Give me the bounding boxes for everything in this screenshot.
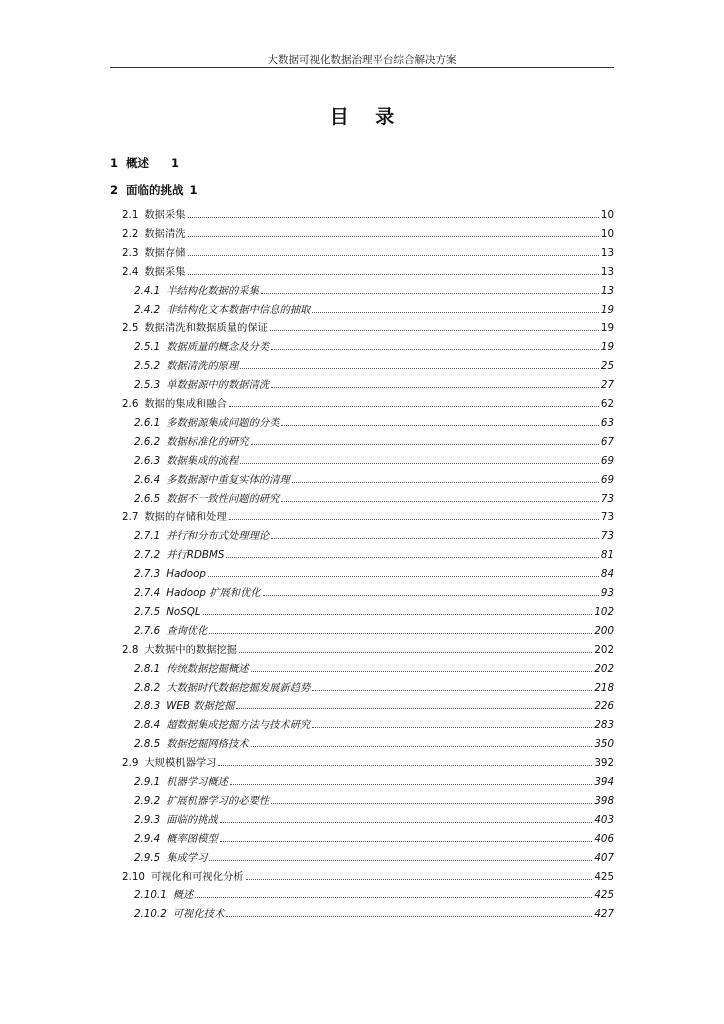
toc-number: 2.9.4 — [134, 832, 161, 845]
dot-leader — [270, 329, 599, 331]
toc-page-number: 427 — [594, 908, 614, 921]
dot-leader — [251, 745, 593, 747]
toc-label: 多数据源集成问题的分类 — [166, 416, 280, 429]
toc-page-number: 63 — [600, 416, 614, 429]
dot-leader — [271, 802, 592, 804]
dot-leader — [220, 840, 593, 842]
toc-number: 2.3 — [122, 246, 139, 259]
dot-leader — [208, 575, 599, 577]
toc-number: 2.6.2 — [134, 435, 161, 448]
toc-entry[interactable] — [122, 507, 614, 523]
dot-leader — [281, 500, 598, 502]
toc-entry[interactable] — [122, 640, 614, 656]
toc-number: 2.6.3 — [134, 454, 161, 467]
toc-number: 2.5.2 — [134, 360, 161, 373]
toc-number: 2.6.4 — [134, 473, 161, 486]
toc-subentry[interactable] — [134, 413, 614, 429]
toc-entry[interactable] — [122, 205, 614, 221]
dot-leader — [240, 367, 599, 369]
toc-subentry[interactable] — [134, 602, 614, 618]
toc-subentry[interactable] — [134, 734, 614, 750]
running-header: 大数据可视化数据治理平台综合解决方案 — [267, 54, 457, 66]
dot-leader — [188, 273, 599, 275]
toc-entry[interactable] — [122, 262, 614, 278]
toc-number: 2.10 — [122, 870, 145, 883]
toc-number: 2.10.2 — [134, 908, 167, 921]
toc-label: 数据集成的流程 — [166, 454, 239, 467]
toc-label: 超数据集成挖掘方法与技术研究 — [166, 719, 311, 732]
chapter-page: 1 — [171, 156, 180, 170]
toc-number: 2.9.2 — [134, 794, 161, 807]
toc-label: 并行RDBMS — [166, 549, 225, 562]
toc-page-number: 392 — [594, 757, 614, 770]
chapter-page: 1 — [189, 183, 198, 197]
dot-leader — [229, 405, 599, 407]
toc-page-number: 13 — [600, 246, 614, 259]
toc-number: 2.8 — [122, 643, 139, 656]
dot-leader — [281, 424, 598, 426]
toc-number: 2.8.2 — [134, 681, 161, 694]
toc-chapter-2[interactable] — [110, 182, 198, 198]
toc-number: 2.7.5 — [134, 605, 161, 618]
toc-entry[interactable] — [122, 243, 614, 259]
toc-page-number: 69 — [600, 454, 614, 467]
toc-number: 2.4.2 — [134, 303, 161, 316]
toc-label: 并行和分布式处理理论 — [166, 530, 270, 543]
toc-label: 单数据源中的数据清洗 — [166, 379, 270, 392]
toc-label: 大数据中的数据挖掘 — [144, 643, 238, 656]
toc-page-number: 425 — [594, 870, 614, 883]
toc-label: 大规模机器学习 — [144, 757, 217, 770]
toc-label: 数据清洗 — [144, 227, 186, 240]
dot-leader — [263, 594, 599, 596]
dot-leader — [209, 632, 592, 634]
dot-leader — [312, 726, 592, 728]
toc-page-number: 202 — [594, 643, 614, 656]
toc-page-number: 19 — [600, 341, 614, 354]
toc-page-number: 27 — [600, 379, 614, 392]
header-divider — [110, 67, 614, 68]
chapter-title: 面临的挑战 — [126, 183, 184, 197]
toc-entry[interactable] — [122, 224, 614, 240]
toc-entry[interactable] — [122, 318, 614, 334]
dot-leader — [239, 651, 592, 653]
toc-label: 数据清洗的原理 — [166, 360, 239, 373]
toc-subentry[interactable] — [134, 678, 614, 694]
toc-page-number: 350 — [594, 738, 614, 751]
dot-leader — [251, 670, 593, 672]
toc-entry[interactable] — [122, 867, 614, 883]
toc-page-number: 202 — [594, 662, 614, 675]
toc-number: 2.1 — [122, 209, 139, 221]
dot-leader — [236, 707, 592, 709]
toc-subentry[interactable] — [134, 696, 614, 712]
toc-page-number: 403 — [594, 813, 614, 826]
toc-subentry[interactable] — [134, 526, 614, 542]
toc-label: 面临的挑战 — [166, 813, 218, 826]
toc-number: 2.9.3 — [134, 813, 161, 826]
dot-leader — [292, 481, 599, 483]
toc-page-number: 62 — [600, 398, 614, 410]
toc-subentry[interactable] — [134, 885, 614, 901]
dot-leader — [229, 518, 599, 520]
toc-number: 2.4 — [122, 265, 139, 278]
toc-label: 数据的存储和处理 — [144, 511, 227, 524]
toc-page-number: 84 — [600, 568, 614, 581]
toc-page-number: 226 — [594, 700, 614, 713]
toc-label: Hadoop 扩展和优化 — [166, 587, 261, 599]
toc-label: 扩展机器学习的必要性 — [166, 794, 270, 807]
toc-page-number: 19 — [600, 303, 614, 316]
toc-label: 数据标准化的研究 — [166, 435, 249, 448]
toc-label: NoSQL — [166, 605, 201, 618]
toc-label: 数据挖掘网格技术 — [166, 738, 249, 751]
toc-chapter-1[interactable] — [110, 155, 179, 171]
toc-subentry[interactable] — [134, 337, 614, 353]
toc-page-number: 73 — [600, 492, 614, 505]
toc-label: 大数据时代数据挖掘发展新趋势 — [166, 681, 311, 694]
dot-leader — [246, 878, 593, 880]
toc-label: 集成学习 — [166, 851, 208, 864]
toc-label: 数据清洗和数据质量的保证 — [144, 322, 268, 335]
dot-leader — [209, 859, 592, 861]
toc-label: 数据采集 — [144, 209, 186, 221]
toc-label: 半结构化数据的采集 — [166, 284, 259, 297]
dot-leader — [188, 216, 599, 218]
toc-label: 数据采集 — [144, 265, 186, 278]
toc-number: 2.4.1 — [134, 284, 161, 297]
toc-label: Hadoop — [166, 568, 206, 581]
toc-page-number: 13 — [600, 284, 614, 297]
toc-number: 2.7.6 — [134, 624, 161, 637]
toc-label: 传统数据挖掘概述 — [166, 662, 249, 675]
toc-page-number: 13 — [600, 265, 614, 278]
toc-page-number: 425 — [594, 889, 614, 902]
dot-leader — [188, 235, 599, 237]
toc-page-number: 10 — [600, 209, 614, 221]
toc-title: 目 录 — [329, 106, 405, 128]
chapter-number: 2 — [110, 183, 119, 197]
toc-number: 2.8.4 — [134, 719, 161, 732]
dot-leader — [226, 915, 592, 917]
toc-entry[interactable] — [122, 394, 614, 410]
toc-number: 2.8.1 — [134, 662, 161, 675]
toc-label: 数据不一致性问题的研究 — [166, 492, 280, 505]
dot-leader — [230, 783, 592, 785]
dot-leader — [271, 386, 599, 388]
toc-number: 2.7 — [122, 511, 139, 524]
toc-page-number: 102 — [594, 605, 614, 618]
dot-leader — [226, 556, 599, 558]
toc-page-number: 10 — [600, 227, 614, 240]
toc-label: 概率图模型 — [166, 832, 218, 845]
toc-number: 2.10.1 — [134, 889, 167, 902]
dot-leader — [261, 292, 599, 294]
toc-subentry[interactable] — [134, 281, 614, 297]
toc-number: 2.7.1 — [134, 530, 161, 543]
toc-entry[interactable] — [122, 753, 614, 769]
dot-leader — [220, 821, 593, 823]
toc-page-number: 73 — [600, 530, 614, 543]
toc-label: 可视化技术 — [172, 908, 225, 921]
toc-subentry[interactable] — [134, 300, 614, 316]
toc-label: 可视化和可视化分析 — [150, 870, 244, 883]
toc-subentry[interactable] — [134, 545, 614, 561]
toc-subentry[interactable] — [134, 621, 614, 637]
toc-page-number: 93 — [600, 587, 614, 599]
toc-label: 多数据源中重复实体的清理 — [166, 473, 290, 486]
toc-number: 2.7.2 — [134, 549, 161, 562]
dot-leader — [312, 689, 592, 691]
chapter-number: 1 — [110, 156, 119, 170]
toc-page-number: 69 — [600, 473, 614, 486]
toc-number: 2.9.5 — [134, 851, 161, 864]
dot-leader — [312, 311, 599, 313]
toc-subentry[interactable] — [134, 356, 614, 372]
toc-page-number: 218 — [594, 681, 614, 694]
toc-subentry[interactable] — [134, 470, 614, 486]
toc-subentry[interactable] — [134, 564, 614, 580]
toc-subentry[interactable] — [134, 451, 614, 467]
toc-number: 2.2 — [122, 227, 139, 240]
toc-number: 2.7.3 — [134, 568, 161, 581]
toc-page-number: 407 — [594, 851, 614, 864]
toc-page-number: 19 — [600, 322, 614, 335]
toc-number: 2.9.1 — [134, 776, 161, 788]
toc-page-number: 398 — [594, 794, 614, 807]
toc-label: WEB 数据挖掘 — [166, 700, 235, 713]
toc-subentry[interactable] — [134, 791, 614, 807]
toc-number: 2.6 — [122, 398, 139, 410]
toc-subentry[interactable] — [134, 375, 614, 391]
toc-label: 概述 — [172, 889, 194, 902]
dot-leader — [188, 254, 599, 256]
toc-subentry[interactable] — [134, 583, 614, 599]
toc-subentry[interactable] — [134, 659, 614, 675]
toc-number: 2.8.3 — [134, 700, 161, 713]
dot-leader — [240, 462, 599, 464]
toc-number: 2.5.1 — [134, 341, 161, 354]
dot-leader — [271, 348, 599, 350]
toc-number: 2.5 — [122, 322, 139, 335]
toc-label: 非结构化文本数据中信息的抽取 — [166, 303, 311, 316]
dot-leader — [251, 443, 599, 445]
toc-label: 数据质量的概念及分类 — [166, 341, 270, 354]
toc-number: 2.9 — [122, 757, 139, 770]
toc-page-number: 73 — [600, 511, 614, 524]
toc-label: 数据存储 — [144, 246, 186, 259]
toc-page-number: 200 — [594, 624, 614, 637]
toc-subentry[interactable] — [134, 829, 614, 845]
toc-subentry[interactable] — [134, 904, 614, 920]
toc-number: 2.6.1 — [134, 416, 161, 429]
dot-leader — [218, 764, 592, 766]
toc-page-number: 25 — [600, 360, 614, 373]
dot-leader — [271, 537, 599, 539]
toc-label: 查询优化 — [166, 624, 208, 637]
chapter-title: 概述 — [126, 156, 150, 170]
toc-subentry[interactable] — [134, 715, 614, 731]
toc-label: 数据的集成和融合 — [144, 398, 227, 410]
toc-subentry[interactable] — [134, 432, 614, 448]
toc-subentry[interactable] — [134, 848, 614, 864]
toc-number: 2.6.5 — [134, 492, 161, 505]
dot-leader — [195, 896, 592, 898]
dot-leader — [203, 613, 593, 615]
toc-number: 2.5.3 — [134, 379, 161, 392]
toc-page-number: 283 — [594, 719, 614, 732]
toc-number: 2.8.5 — [134, 738, 161, 751]
toc-page-number: 406 — [594, 832, 614, 845]
toc-label: 机器学习概述 — [166, 776, 228, 788]
toc-page-number: 394 — [594, 776, 614, 788]
toc-subentry[interactable] — [134, 810, 614, 826]
toc-page-number: 81 — [600, 549, 614, 562]
toc-subentry[interactable] — [134, 489, 614, 505]
toc-page-number: 67 — [600, 435, 614, 448]
toc-number: 2.7.4 — [134, 587, 161, 599]
toc-subentry[interactable] — [134, 772, 614, 788]
